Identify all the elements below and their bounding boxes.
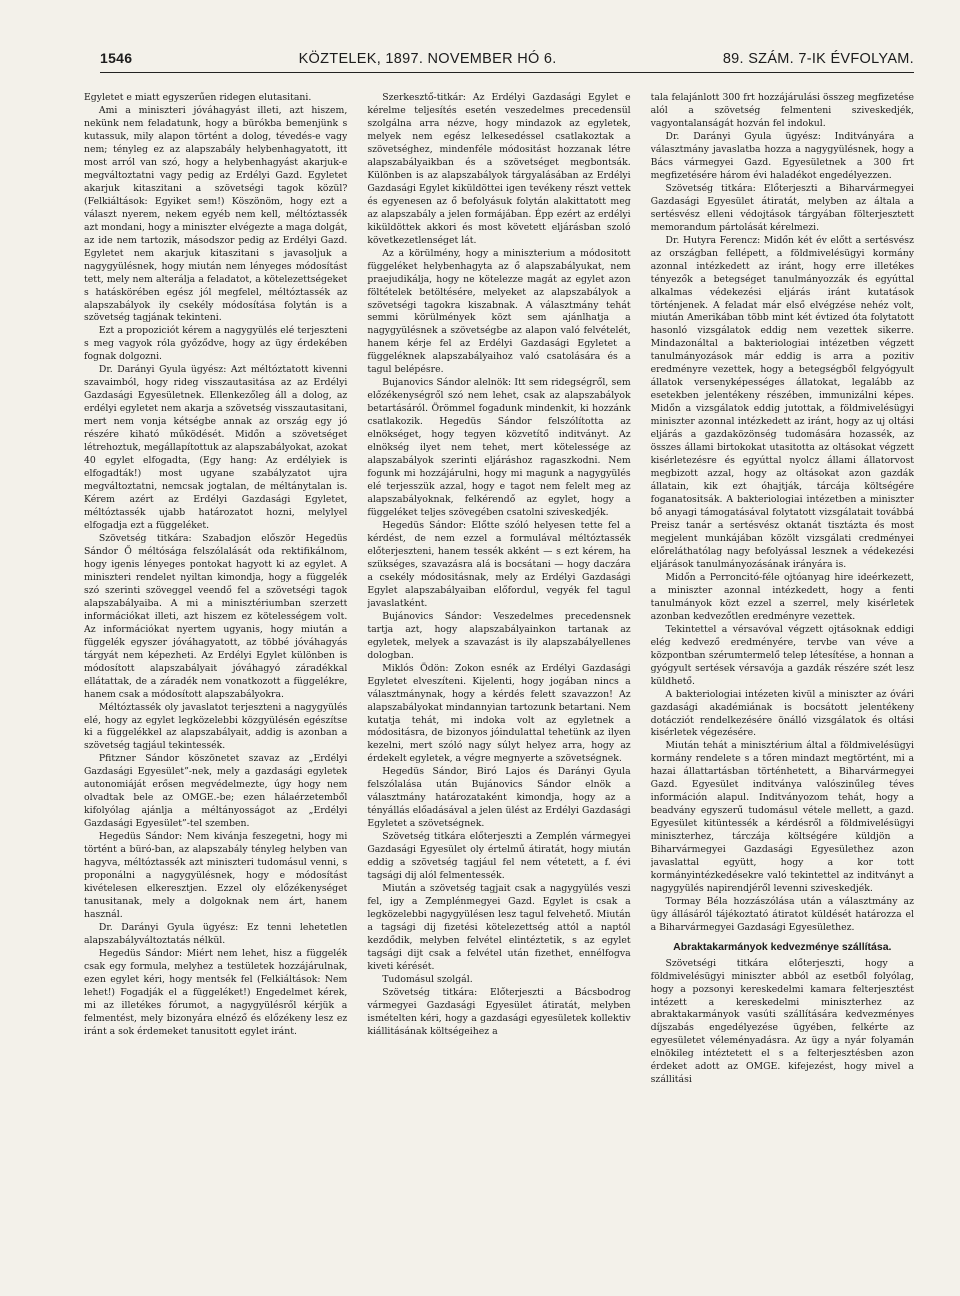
paragraph: A bakteriologiai intézeten kivül a miniszter az óvári gazdasági akadémiának is bocsátott jelentékeny dotácziót rendelkezésére önálló vizsgálatok és oltási kisérletek végezésére. [650, 688, 914, 739]
issue-info: 89. SZÁM. 7-IK ÉVFOLYAM. [722, 51, 914, 67]
paragraph: Hegedüs Sándor: Miért nem lehet, hisz a függelék csak egy formula, melyhez a testületek hozzájárulnak, ezen egylet kéri, hogy mentsék fel (Felkiáltások: Nem lehet!) Fogadják el a függeléket!) Engedelmet kérek, mi az illetékes fórumot, a nagygyülésről kérjük a felmentést, mely bizonyára elnéző és előzékeny lesz ez iránt a sok érdemeket tanusitott egylet iránt. [84, 947, 348, 1037]
paragraph: Dr. Darányi Gyula ügyész: Azt méltóztatott kivenni szavaimból, hogy rideg visszautasitása az az Erdélyi Gazdasági Egyesületnek. Ellenkezőleg áll a dolog, az erdélyi egyletet nem akarja a szövetség visszautasitani, mert nem vonja kétségbe annak az ország egy jó részére kiható működését. Midőn a szövetséget létrehoztuk, megállapítottuk az alapszabályokat, azokat 40 egylet elfogadta, (Egy hang: Az erdélyiek is elfogadták!) most ugyane szabályzatot ujra megváltoztatni, nemcsak jogtalan, de méltánytalan is. Kérem azért az Erdélyi Gazdasági Egyletet, méltóztassék ujabb határozatot hozni, melylyel elfogadja ezt a függeléket. [84, 364, 348, 531]
paragraph: Ezt a propoziciót kérem a nagygyülés elé terjeszteni s meg vagyok róla győződve, hogy az ügy érdekében fognak dolgozni. [84, 325, 348, 363]
paragraph: Tudomásul szolgál. [382, 973, 473, 985]
header-rule [100, 72, 914, 73]
paragraph: tala felajánlott 300 frt hozzájárulási összeg megfizetése alól a szövetség felmenteni sziveskedjék, vagyontalanságát hozván fel indokul. [650, 92, 914, 129]
paragraph: Hegedüs Sándor, Biró Lajos és Darányi Gyula felszólalása után Bujánovics Sándor elnök a választmány határozataként kimondja, hogy az a tényállás előadásával a jelen ülést az Erdélyi Gazdasági Egyletet a szövetségnek. [367, 766, 631, 830]
paragraph: Tormay Béla hozzászólása után a választmány az ügy állásáról tájékoztató átiratot küldését határozza el a Biharvármegyei Gazdasági Egyesülethez. [650, 896, 914, 933]
paragraph: Miklós Ödön: Zokon esnék az Erdélyi Gazdasági Egyletet elveszíteni. Kijelenti, hogy jogában nincs a választmánynak, hogy a kérdés felett szavazzon! Az alapszabályokat mindannyian tartozunk betartani. Nem kutatja tehát, mi indoka volt az egyletnek a módositásra, de bizonyos jóindulattal tehetünk az ilyen kezelni, mert szóló nagy súlyt helyez arra, hogy az érdekelt egyletek, a végre megnyerte a szövetségnek. [367, 662, 631, 765]
paragraph: Midőn a Perroncitó-féle ojtóanyag hire ideérkezett, a miniszter azonnal intézkedett, hogy a fenti tanulmányok közt ezzel a szerrel, mely kisérletek azonban kedvezőtlen eredményre vezettek. [650, 571, 914, 622]
paragraph: Miután tehát a minisztérium által a földmivelésügyi kormány rendelete s a tőren mindazt megtörtént, mi a hazai állattartásban történhetett, a Biharvármegyei Gazd. Egyesület inditványa valószinűleg téves információn alapul. Inditványozom tehát, hogy a beadvány egyszerű tudomásul vétele mellett, a gazd. Egyesület kitüntessék a kérdésről a földmivelésügyi miniszterhez, tárczája költségére küldjön a Biharvármegyei Gazdasági Egyesülethez azon javaslattal együtt, hogy a kor tott kormányintézkedésekre való tekintettel az inditványt a nagygyülés napirendjéről levenni sziveskedjék. [650, 740, 914, 895]
paragraph: Bujánovics Sándor: Veszedelmes precedensnek tartja azt, hogy alapszabályainkon tartanak az egyletek, melyek a szavazást is ily alapszabályellenes dologban. [367, 610, 631, 661]
paragraph: Dr. Darányi Gyula ügyész: Ez tenni lehetetlen alapszabályváltoztatás nélkül. [84, 922, 348, 946]
paragraph: Szövetség titkára: Előterjeszti a Bácsbodrog vármegyei Gazdasági Egyesület átiratát, melyben ismételten kéri, hogy a gazdasági egyesületek kollektiv kiállitásának költségeihez a [367, 986, 631, 1037]
text-column-left [84, 92, 347, 1284]
paragraph: Szerkesztő-titkár: Az Erdélyi Gazdasági Egylet e kérelme teljesítés esetén veszedelmes precedensül szolgálna arra nézve, hogy mindazok az egyletek, melyek nem egész lelkesedéssel csatlakoztak a szövetséghez, mindenféle módositást hozzanak létre alapszabályaikban és a szövetséget megbontsák. Különben is az alapszabályok tárgyalásában az Erdélyi Gazdasági Egylet kiküldöttei igen tevékeny részt vettek és egyenesen az ő befolyásuk folytán alakittatott meg az alapszabály a jelen formájában. Épp ezért az erdélyi kiküldöttek akkori és most követett eljárásban szoló következetlenséget lát. [367, 92, 631, 246]
paragraph: Hegedüs Sándor: Nem kivánja feszegetni, hogy mi történt a büró-ban, az alapszabály tényleg helyben van hagyva, méltóztassék azt miniszteri tudomásul venni, s proponálni a nagygyülésnek, hogy e módosítást kivételesen elkeresztjen. Ezzel oly előzékenységet tanusitanak, mely a dolgoknak nem árt, hanem használ. [84, 831, 348, 921]
paragraph: Tekintettel a vérsavóval végzett ojtásoknak eddigi elég kedvező eredményére, tervbe van véve a központban szérumtermelő telep létesítése, a honnan a gyógyult sertések vérsavója a gazdák részére szét lesz küldhető. [650, 623, 914, 687]
section-heading: Abraktakarmányok kedvezménye szállítása. [673, 940, 892, 953]
paragraph: Szövetség titkára: Előterjeszti a Biharvármegyei Gazdasági Egyesület átiratát, melyben az általa a sertésvész elleni védojtások tárgyában fölterjesztett memorandum pártolását kérelmezi. [650, 182, 914, 233]
paragraph: Miután a szövetség tagjait csak a nagygyülés veszi fel, igy a Zemplénmegyei Gazd. Egylet is csak a legközelebbi nagygyülésen lesz tagul felvehető. Miután a tagsági dij fizetési kötelezettség attól a naptól kezdődik, melyben felvétel elintéztetik, s az egylet tagsági dijt csak a felvétel után fizethet, ennélfogva kiveti kérését. [367, 883, 631, 972]
page-number: 1546 [100, 50, 133, 66]
paragraph: Pfitzner Sándor köszönetet szavaz az „Erdélyi Gazdasági Egyesület”-nek, mely a gazdasági egyletek autonomiáját erősen megvédelmezte, úgy hogy nem olvadtak bele az OMGE.-be; ezen hálaérzetemből kifolyólag ajánlja a méltányosságot az „Erdélyi Gazdasági Egyesület”-tel szemben. [84, 753, 348, 830]
paragraph: Szövetség titkára: Szabadjon először Hegedüs Sándor Ő méltósága felszólalását oda rektifikálnom, hogy igenis lényeges pontokat hagyott ki az egylet. A miniszteri rendelet nyiltan kimondja, hogy a függelék szó szerinti szöveggel veendő fel a szövetségi tagok alapszabályaiba. A mi a minisztériumban szerzett információkat illeti, azt hiszem ez kötelességem volt. Az információkat nyertem ugyanis, hogy miután a függelék egyszer jóváhagyatott, az többé jóváhagyás tárgyát nem képezheti. Az Erdélyi Egylet különben is módosított alapszabályait jóváhagyó záradékkal ellátattak, de a záradék nem vonatkozott a függelékre, hanem csak a módosított alapszabályokra. [84, 532, 348, 700]
paragraph: Dr. Hutyra Ferencz: Midőn két év előtt a sertésvész az országban fellépett, a földmivelésügyi kormány azonnal intézkedett az iránt, hogy erre illetékes tényezők a betegséget tanulmányozzák és egyúttal alkalmas védekezési eljárás iránt kutatások történjenek. A feladat már első elvégzése nehéz volt, miután Amerikában több mint két évtized óta folytatott hasonló vizsgálatok eddig nem vezettek sikerre. Mindazonáltal a bakteriologiai intézetben végzett tanulmányozások már eddig is arra a pozitiv eredményre vezettek, hogy a betegségből felgyógyult állatok versenyképességes állatokat, legalább az esetekben jelentékeny részében, immunizálni képes. Midőn a vizsgálatok eddig jutottak, a földmivelésügyi miniszter azonnal intézkedett az iránt, hogy az uj oltási eljárás a gazdaközönség tudomására hozassék, az összes állami birtokokat utasitotta az oltásokat végzett kisérletezésre és egyúttal nyolcz állami állatorvost megbizott azzal, hogy az oltásokat azon gazdák állatain, kik ezt óhajtják, tárcája költségére foganatositsák. A bakteriologiai intézetben a miniszter bő anyagi támogatásával folytatott vizsgálatait továbbá Preisz tanár a sertésvész oktanát tisztázta és most megjelent munkájában közölt vizsgálati credményei előreláthatólag nagy befolyással lesznek a védekezési eljárások tanulmányozásának irányára is. [650, 234, 914, 570]
article-columns [84, 92, 914, 1284]
paragraph: Bujanovics Sándor alelnök: Itt sem ridegségről, sem előzékenységről szó nem lehet, csak az alapszabályok betartásáról. Örömmel fogadunk mindenkit, ki hozzánk csatlakozik. Hegedüs Sándor felszólította az elnökséget, hogy tegyen közvetítő inditványt. Az elnökség ilyet nem tehet, mert kötelessége az alapszabályok szerinti eljáráshoz ragaszkodni. Nem fogunk mi hozzájárulni, hogy mi magunk a nagygyülés elé terjesszük azzal, hogy e tagot nem felelt meg az alapszabályoknak, felkérendő az egylet, hogy a függeléket teljes szövegében csatolni sziveskedjék. [367, 377, 631, 518]
paragraph: Méltóztassék oly javaslatot terjeszteni a nagygyülés elé, hogy az egylet legközelebbi közgyülésén egészítse ki a függelékkel az alapszabályait, addig is azonban a szövetség tagjául tekintessék. [84, 701, 348, 752]
paragraph: Szövetségi titkára előterjeszti, hogy a földmivelésügyi miniszter abból az esetből folyólag, hogy a pozsonyi kereskedelmi kamara felterjesztést intézett a kereskedelmi miniszterhez az abraktakarmányok vasúti szállítására kedvezményes díjszabás engedélyezése ügyében, felkérte az egyesületet véleményadásra. Az ügy a nyár folyamán elnökileg intéztetett el s a felterjesztésben azon érdeket adott az OMGE. kifejezést, hogy mivel a szállitási [650, 957, 914, 1086]
page-header [100, 50, 914, 72]
publication-title: KÖZTELEK, 1897. NOVEMBER HÓ 6. [298, 51, 557, 67]
text-column-middle [367, 92, 630, 1284]
paragraph: Hegedüs Sándor: Előtte szóló helyesen tette fel a kérdést, de nem ezzel a formulával méltóztassék előterjeszteni, hanem tessék akként — s ezt kérem, ha szükséges, szavazásra alá is bocsátani — hogy daczára a csekély módositásnak, mely az Erdélyi Gazdasági Egylet alapszabályaiban előfordul, vegyék fel tagul javaslatként. [367, 519, 631, 609]
text-column-right [651, 92, 914, 1284]
paragraph: Dr. Darányi Gyula ügyész: Inditványára a választmány javaslatba hozza a nagygyülésnek, hogy a Bács vármegyei Gazd. Egyesületnek a 300 frt megfizetésére három évi haladékot engedélyezzen. [650, 130, 914, 181]
paragraph: Ami a miniszteri jóváhagyást illeti, azt hiszem, nekünk nem feladatunk, hogy a bürókba bemenjünk s kutassuk, mily alapon történt a dolog, tévedés-e vagy nem; tényleg ez az alapszabály helybenhagyatott, itt most arról van szó, hogy a helybenhagyást akarjuk-e megváltoztatni vagy pedig az Erdélyi Gazd. Egyletet akarjuk kitaszitani a szövetségi tagok közül? (Felkiáltások: Egyiket sem!) Köszönöm, hogy ezt a választ nyerem, nekem egyéb nem kell, méltóztassék azt mondani, hogy a miniszter elvégezte a maga dolgát, az ide nem tartozik, másodszor pedig az Erdélyi Gazd. Egyletet nem akarjuk kitaszitani s javasoljuk a nagygyülésnek, hogy miután nem lényeges módosítást tett, mely nem alterálja a feladatot, a kötelezettségeket s hatáskörében egész jól megfelel, méltóztassék az alapszabályok ily csekély módosítása folytán is a szövetség tagjának tekinteni. [84, 104, 348, 324]
paragraph: Szövetség titkára előterjeszti a Zemplén vármegyei Gazdasági Egyesület oly értelmű átiratát, hogy miután eddig a szövetség tagjául fel nem vétetett, a f. évi tagsági dij alól felmentessék. [367, 831, 631, 882]
paragraph: Az a körülmény, hogy a miniszterium a módositott függeléket helybenhagyta az ő alapszabályukat, nem praejudikálja, hogy ne kötelezze magát az egylet azon föltételek betöltésére, melyeket az alapszabályok a szövetségi tagokra kiszabnak. A választmány tehát semmi körülmények közt sem ajánlhatja a nagygyülésnek a szövetségbe az alapon való felvételét, hanem kérje fel az Erdélyi Gazdasági Egyletet a függeléknek alapszabályaihoz való csatolására és a tagul belépésre. [367, 247, 631, 376]
paragraph: Egyletet e miatt egyszerűen ridegen elutasitani. [84, 92, 312, 103]
